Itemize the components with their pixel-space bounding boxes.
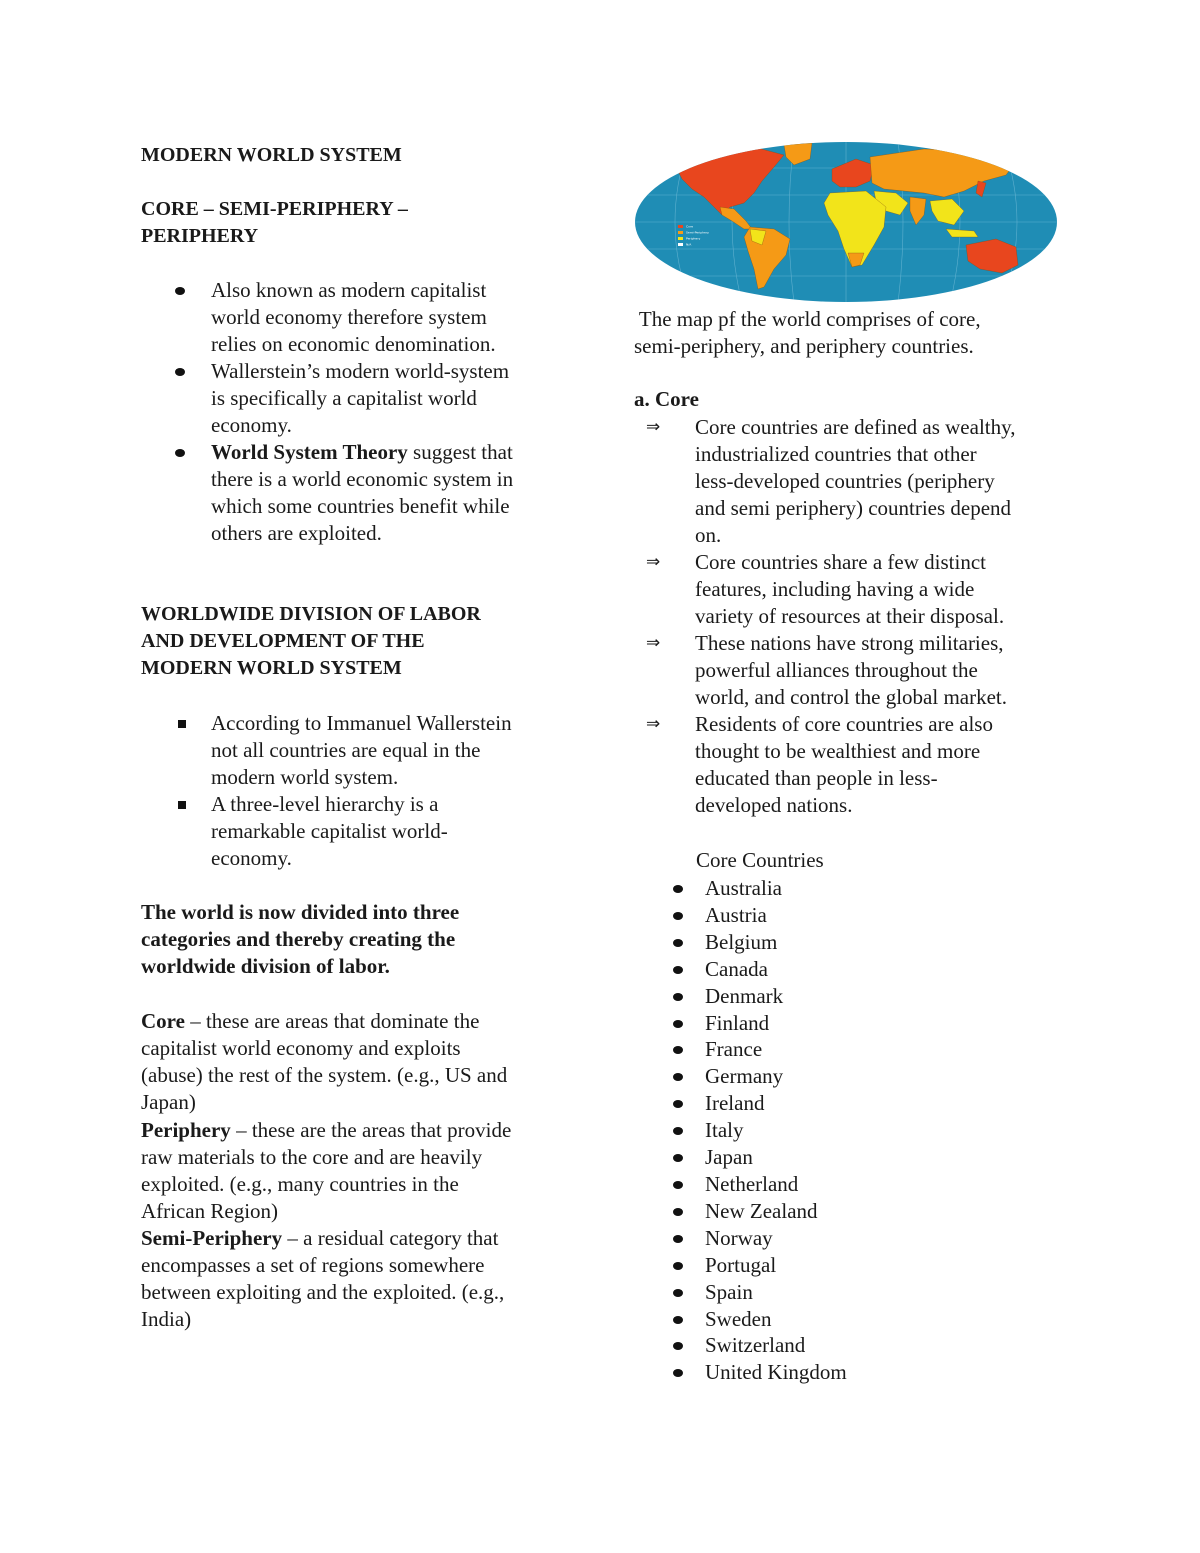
map-caption: The map pf the world comprises of core, semi-periphery, and periphery countries. (634, 307, 981, 358)
bullet-icon (673, 1073, 683, 1081)
intro-bullet-list (141, 277, 571, 547)
section-heading-line-3: MODERN WORLD SYSTEM (141, 657, 402, 679)
core-arrow-list (634, 414, 1074, 819)
subtitle-line-2: PERIPHERY (141, 225, 259, 247)
section-heading-line-2: AND DEVELOPMENT OF THE (141, 630, 425, 652)
square-bullet-icon (178, 720, 186, 728)
bullet-icon (175, 287, 185, 295)
division-statement: The world is now divided into three categories and thereby creating the worldwide division of labor. (141, 900, 460, 978)
country-name: Switzerland (705, 1333, 806, 1358)
country-list-item (634, 1225, 1074, 1252)
new-zealand (1028, 267, 1038, 281)
hierarchy-bullet-list (141, 710, 571, 872)
list-item: ⇒ Residents of core countries are also thought to be wealthiest and more educated than people in less- developed nations. (646, 712, 993, 817)
semi-periphery-definition: Semi-Periphery – a residual category that encompasses a set of regions somewhere between exploiting and the exploited. (e.g., India) (141, 1226, 505, 1331)
country-list-item (634, 1171, 1074, 1198)
country-name: Denmark (705, 983, 784, 1008)
country-list-item (634, 929, 1074, 956)
list-item: According to Immanuel Wallerstein not all countries are equal in the modern world system. (141, 710, 571, 791)
list-item: A three-level hierarchy is a remarkable capitalist world- economy. (141, 791, 571, 872)
country-name: Finland (705, 1010, 770, 1035)
bullet-icon (673, 1127, 683, 1135)
periphery-definition: Periphery – these are the areas that provide raw materials to the core and are heavily exploited. (e.g., many countries in the African Region) (141, 1118, 512, 1223)
bullet-icon (673, 939, 683, 947)
bullet-icon (673, 1100, 683, 1108)
country-name: United Kingdom (705, 1360, 847, 1385)
country-list-item (634, 1252, 1074, 1279)
country-name: Australia (705, 876, 782, 900)
arrow-right-icon: ⇒ (646, 552, 661, 572)
arrow-right-icon: ⇒ (646, 714, 661, 734)
bullet-icon (673, 1342, 683, 1350)
country-name: Portugal (705, 1252, 777, 1277)
list-item: ⇒ Core countries share a few distinct features, including having a wide variety of resources at their disposal. (646, 550, 1005, 628)
country-list-item (634, 1063, 1074, 1090)
page-title: MODERN WORLD SYSTEM (141, 144, 402, 166)
country-name: Netherland (705, 1171, 799, 1196)
country-list-item (634, 1332, 1074, 1359)
list-item: World System Theory suggest that there is a world economic system in which some countries benefit while others are exploited. (141, 439, 571, 547)
country-list-item (634, 902, 1074, 929)
country-name: New Zealand (705, 1198, 818, 1223)
bullet-icon (673, 1289, 683, 1297)
country-list-item (634, 1090, 1074, 1117)
bullet-icon (673, 1181, 683, 1189)
legend-swatch-semi (678, 231, 683, 234)
country-name: France (705, 1037, 763, 1062)
list-item: ⇒ These nations have strong militaries, powerful alliances throughout the world, and control the global market. (646, 631, 1007, 709)
country-name: Spain (705, 1279, 753, 1304)
bullet-icon (673, 1208, 683, 1216)
country-name: Germany (705, 1064, 784, 1089)
legend-swatch-core (678, 225, 683, 228)
bullet-icon (175, 368, 185, 376)
bullet-icon (673, 912, 683, 920)
bullet-icon (175, 449, 185, 457)
list-item: Also known as modern capitalist world economy therefore system relies on economic denomination. (141, 277, 571, 358)
bullet-icon (673, 1262, 683, 1270)
bullet-icon (673, 1369, 683, 1377)
legend-label-core: Core (686, 224, 693, 229)
core-countries-title: Core Countries (696, 848, 824, 872)
country-list-item (634, 1359, 1074, 1386)
legend-label-na: N/A (686, 242, 692, 247)
country-list-item (634, 1010, 1074, 1037)
country-name: Ireland (705, 1091, 765, 1116)
country-list-item (634, 1306, 1074, 1333)
country-list-item (634, 983, 1074, 1010)
country-name: Austria (705, 902, 767, 927)
country-name: Italy (705, 1118, 744, 1143)
country-list-item (634, 1036, 1074, 1063)
country-name: Japan (705, 1145, 753, 1170)
country-list-item (634, 1144, 1074, 1171)
legend-swatch-periphery (678, 237, 683, 240)
country-name: Belgium (705, 929, 778, 954)
square-bullet-icon (178, 801, 186, 809)
country-name: Canada (705, 956, 768, 981)
country-list-item (634, 875, 1074, 902)
list-item: ⇒ Core countries are defined as wealthy, industrialized countries that other less-developed countries (periphery and semi periphery) countries depend on. (646, 415, 1016, 547)
list-item: Wallerstein’s modern world-system is specifically a capitalist world economy. (141, 358, 571, 439)
section-heading-line-1: WORLDWIDE DIVISION OF LABOR (141, 603, 481, 625)
bullet-icon (673, 1046, 683, 1054)
bullet-icon (673, 1235, 683, 1243)
bullet-icon (673, 1316, 683, 1324)
legend-swatch-na (678, 243, 683, 246)
bullet-icon (673, 885, 683, 893)
core-definition: Core – these are areas that dominate the capitalist world economy and exploits (abuse) the rest of the system. (e.g., US and Japan) (141, 1009, 508, 1114)
country-list-item (634, 1117, 1074, 1144)
world-map-image (634, 141, 1058, 303)
subtitle-line-1: CORE – SEMI-PERIPHERY – (141, 198, 408, 220)
country-list-item (634, 956, 1074, 983)
legend-label-semi: Semi-Periphery (686, 230, 709, 235)
bullet-icon (673, 1154, 683, 1162)
section-a-heading: a. Core (634, 387, 699, 411)
bullet-icon (673, 966, 683, 974)
arrow-right-icon: ⇒ (646, 633, 661, 653)
core-countries-list (634, 875, 1074, 1386)
arrow-right-icon: ⇒ (646, 417, 661, 437)
country-list-item (634, 1198, 1074, 1225)
country-name: Sweden (705, 1306, 772, 1331)
bullet-icon (673, 993, 683, 1001)
legend-label-periphery: Periphery (686, 236, 701, 241)
country-name: Norway (705, 1225, 773, 1250)
bullet-icon (673, 1020, 683, 1028)
country-list-item (634, 1279, 1074, 1306)
